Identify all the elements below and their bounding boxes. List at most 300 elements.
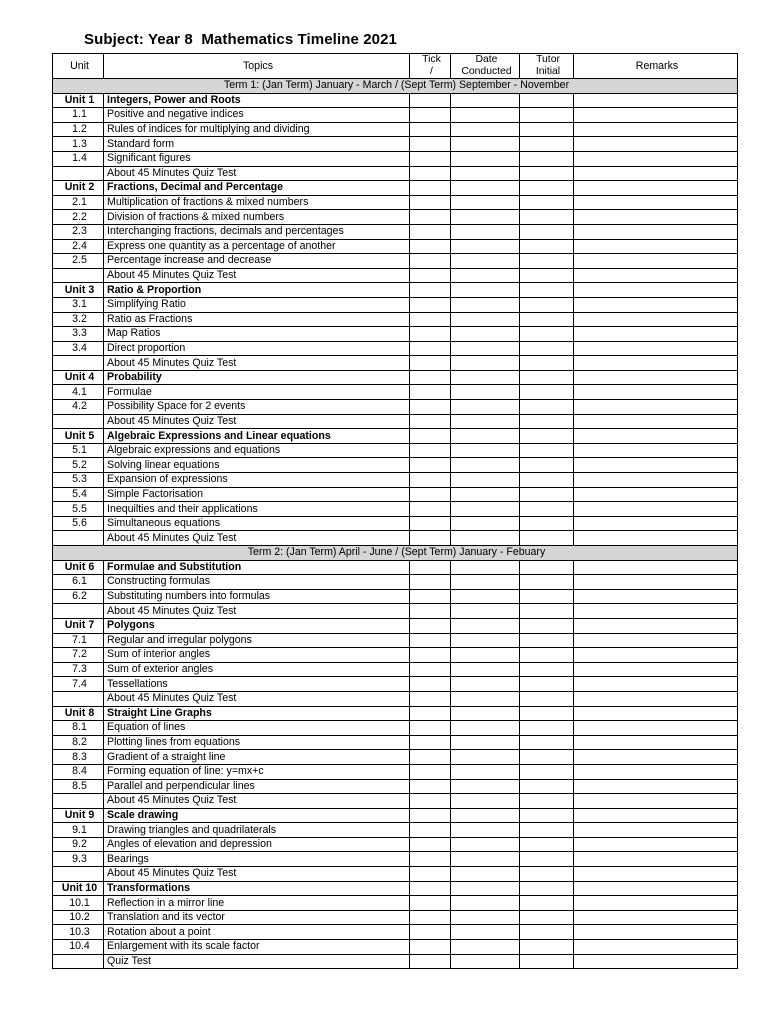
remarks-cell[interactable] (574, 93, 738, 108)
tutor-initial-cell[interactable] (520, 93, 574, 108)
remarks-cell[interactable] (574, 604, 738, 619)
date-conducted-cell[interactable] (451, 881, 520, 896)
date-conducted-cell[interactable] (451, 764, 520, 779)
remarks-cell[interactable] (574, 735, 738, 750)
tutor-initial-cell[interactable] (520, 881, 574, 896)
tick-cell[interactable] (410, 618, 451, 633)
tick-cell[interactable] (410, 852, 451, 867)
remarks-cell[interactable] (574, 210, 738, 225)
term-header-row (53, 546, 738, 561)
tutor-initial-cell[interactable] (520, 940, 574, 955)
tutor-initial-cell[interactable] (520, 166, 574, 181)
tutor-initial-cell[interactable] (520, 589, 574, 604)
topic-number: 2.5 (53, 254, 104, 269)
date-conducted-cell[interactable] (451, 443, 520, 458)
tutor-initial-cell[interactable] (520, 575, 574, 590)
topic-number: 8.1 (53, 721, 104, 736)
tutor-initial-cell[interactable] (520, 327, 574, 342)
tutor-initial-cell[interactable] (520, 356, 574, 371)
tutor-initial-cell[interactable] (520, 254, 574, 269)
date-conducted-cell[interactable] (451, 662, 520, 677)
date-conducted-cell[interactable] (451, 618, 520, 633)
tick-cell[interactable] (410, 604, 451, 619)
tick-cell[interactable] (410, 633, 451, 648)
topic-name: Rules of indices for multiplying and dividing (104, 122, 410, 137)
date-conducted-cell[interactable] (451, 516, 520, 531)
date-conducted-cell[interactable] (451, 808, 520, 823)
tutor-initial-cell[interactable] (520, 414, 574, 429)
remarks-cell[interactable] (574, 633, 738, 648)
tick-cell[interactable] (410, 721, 451, 736)
tutor-initial-cell[interactable] (520, 487, 574, 502)
tick-cell[interactable] (410, 93, 451, 108)
header-date-conducted (451, 54, 520, 79)
remarks-cell[interactable] (574, 239, 738, 254)
date-conducted-cell[interactable] (451, 93, 520, 108)
tutor-initial-cell[interactable] (520, 735, 574, 750)
date-conducted-cell[interactable] (451, 458, 520, 473)
date-conducted-cell[interactable] (451, 429, 520, 444)
tick-cell[interactable] (410, 429, 451, 444)
tick-cell[interactable] (410, 677, 451, 692)
date-conducted-cell[interactable] (451, 677, 520, 692)
topic-row (53, 297, 738, 312)
remarks-cell[interactable] (574, 502, 738, 517)
date-conducted-cell[interactable] (451, 400, 520, 415)
tutor-initial-cell[interactable] (520, 823, 574, 838)
topic-number: 7.2 (53, 648, 104, 663)
tick-cell[interactable] (410, 151, 451, 166)
topic-row (53, 195, 738, 210)
tutor-initial-cell[interactable] (520, 239, 574, 254)
date-conducted-cell[interactable] (451, 896, 520, 911)
topic-number: 4.1 (53, 385, 104, 400)
tick-cell[interactable] (410, 224, 451, 239)
date-conducted-cell[interactable] (451, 531, 520, 546)
topic-number (53, 356, 104, 371)
date-conducted-cell[interactable] (451, 691, 520, 706)
remarks-cell[interactable] (574, 297, 738, 312)
date-conducted-cell[interactable] (451, 823, 520, 838)
tick-cell[interactable] (410, 516, 451, 531)
date-conducted-cell[interactable] (451, 166, 520, 181)
tick-cell[interactable] (410, 794, 451, 809)
date-conducted-cell[interactable] (451, 779, 520, 794)
tick-cell[interactable] (410, 589, 451, 604)
tutor-initial-cell[interactable] (520, 341, 574, 356)
unit-number: Unit 3 (53, 283, 104, 298)
tick-cell[interactable] (410, 779, 451, 794)
date-conducted-cell[interactable] (451, 268, 520, 283)
remarks-cell[interactable] (574, 881, 738, 896)
tutor-initial-cell[interactable] (520, 268, 574, 283)
date-conducted-cell[interactable] (451, 312, 520, 327)
tick-cell[interactable] (410, 268, 451, 283)
tick-cell[interactable] (410, 662, 451, 677)
tutor-initial-cell[interactable] (520, 458, 574, 473)
date-conducted-cell[interactable] (451, 195, 520, 210)
tutor-initial-cell[interactable] (520, 531, 574, 546)
remarks-cell[interactable] (574, 779, 738, 794)
date-conducted-cell[interactable] (451, 589, 520, 604)
tutor-initial-cell[interactable] (520, 122, 574, 137)
remarks-cell[interactable] (574, 516, 738, 531)
remarks-cell[interactable] (574, 151, 738, 166)
topic-number: 5.1 (53, 443, 104, 458)
remarks-cell[interactable] (574, 721, 738, 736)
tutor-initial-cell[interactable] (520, 677, 574, 692)
remarks-cell[interactable] (574, 648, 738, 663)
topic-number: 8.4 (53, 764, 104, 779)
tutor-initial-cell[interactable] (520, 473, 574, 488)
remarks-cell[interactable] (574, 312, 738, 327)
date-conducted-cell[interactable] (451, 224, 520, 239)
remarks-cell[interactable] (574, 283, 738, 298)
date-conducted-cell[interactable] (451, 385, 520, 400)
topic-name: Quiz Test (104, 954, 410, 969)
date-conducted-cell[interactable] (451, 151, 520, 166)
tutor-initial-cell[interactable] (520, 502, 574, 517)
topic-name: Inequilties and their applications (104, 502, 410, 517)
tutor-initial-cell[interactable] (520, 560, 574, 575)
remarks-cell[interactable] (574, 137, 738, 152)
date-conducted-cell[interactable] (451, 940, 520, 955)
date-conducted-cell[interactable] (451, 414, 520, 429)
date-conducted-cell[interactable] (451, 181, 520, 196)
tutor-initial-cell[interactable] (520, 618, 574, 633)
tick-cell[interactable] (410, 385, 451, 400)
remarks-cell[interactable] (574, 473, 738, 488)
date-conducted-cell[interactable] (451, 356, 520, 371)
tick-cell[interactable] (410, 867, 451, 882)
tutor-initial-cell[interactable] (520, 312, 574, 327)
unit-row (53, 93, 738, 108)
topic-row (53, 473, 738, 488)
topic-row (53, 268, 738, 283)
tick-cell[interactable] (410, 837, 451, 852)
tick-cell[interactable] (410, 575, 451, 590)
topic-row (53, 794, 738, 809)
topic-row (53, 691, 738, 706)
tick-cell[interactable] (410, 181, 451, 196)
topic-number (53, 268, 104, 283)
tutor-initial-cell[interactable] (520, 925, 574, 940)
date-conducted-cell[interactable] (451, 502, 520, 517)
date-conducted-cell[interactable] (451, 867, 520, 882)
tutor-initial-cell[interactable] (520, 867, 574, 882)
topic-row (53, 385, 738, 400)
tutor-initial-cell[interactable] (520, 297, 574, 312)
unit-title: Transformations (104, 881, 410, 896)
remarks-cell[interactable] (574, 487, 738, 502)
tick-cell[interactable] (410, 750, 451, 765)
remarks-cell[interactable] (574, 254, 738, 269)
tutor-initial-cell[interactable] (520, 516, 574, 531)
date-conducted-cell[interactable] (451, 648, 520, 663)
date-conducted-cell[interactable] (451, 370, 520, 385)
tick-cell[interactable] (410, 823, 451, 838)
tick-cell[interactable] (410, 327, 451, 342)
remarks-cell[interactable] (574, 341, 738, 356)
date-conducted-cell[interactable] (451, 633, 520, 648)
date-conducted-cell[interactable] (451, 910, 520, 925)
remarks-cell[interactable] (574, 268, 738, 283)
tutor-initial-cell[interactable] (520, 910, 574, 925)
remarks-cell[interactable] (574, 867, 738, 882)
tutor-initial-cell[interactable] (520, 633, 574, 648)
tick-cell[interactable] (410, 458, 451, 473)
topic-row (53, 327, 738, 342)
topic-row (53, 443, 738, 458)
tick-cell[interactable] (410, 502, 451, 517)
remarks-cell[interactable] (574, 370, 738, 385)
tutor-initial-cell[interactable] (520, 283, 574, 298)
tick-cell[interactable] (410, 531, 451, 546)
tutor-initial-cell[interactable] (520, 370, 574, 385)
remarks-cell[interactable] (574, 764, 738, 779)
date-conducted-cell[interactable] (451, 721, 520, 736)
tick-cell[interactable] (410, 560, 451, 575)
date-conducted-cell[interactable] (451, 837, 520, 852)
remarks-cell[interactable] (574, 429, 738, 444)
topic-name: About 45 Minutes Quiz Test (104, 268, 410, 283)
date-conducted-cell[interactable] (451, 706, 520, 721)
date-conducted-cell[interactable] (451, 137, 520, 152)
topic-number: 7.3 (53, 662, 104, 677)
remarks-cell[interactable] (574, 837, 738, 852)
remarks-cell[interactable] (574, 940, 738, 955)
remarks-cell[interactable] (574, 662, 738, 677)
remarks-cell[interactable] (574, 560, 738, 575)
topic-name: Rotation about a point (104, 925, 410, 940)
remarks-cell[interactable] (574, 954, 738, 969)
topic-number (53, 531, 104, 546)
topic-row (53, 312, 738, 327)
remarks-cell[interactable] (574, 808, 738, 823)
topic-number: 5.4 (53, 487, 104, 502)
tutor-initial-cell[interactable] (520, 604, 574, 619)
remarks-cell[interactable] (574, 910, 738, 925)
date-conducted-cell[interactable] (451, 122, 520, 137)
tutor-initial-cell[interactable] (520, 181, 574, 196)
tick-cell[interactable] (410, 283, 451, 298)
unit-title: Probability (104, 370, 410, 385)
tick-cell[interactable] (410, 166, 451, 181)
remarks-cell[interactable] (574, 166, 738, 181)
remarks-cell[interactable] (574, 414, 738, 429)
remarks-cell[interactable] (574, 706, 738, 721)
date-conducted-cell[interactable] (451, 560, 520, 575)
remarks-cell[interactable] (574, 823, 738, 838)
remarks-cell[interactable] (574, 691, 738, 706)
topic-number: 3.4 (53, 341, 104, 356)
tick-cell[interactable] (410, 297, 451, 312)
remarks-cell[interactable] (574, 531, 738, 546)
date-conducted-cell[interactable] (451, 925, 520, 940)
topic-number: 8.5 (53, 779, 104, 794)
tick-cell[interactable] (410, 414, 451, 429)
tick-cell[interactable] (410, 706, 451, 721)
topic-number: 3.2 (53, 312, 104, 327)
tick-cell[interactable] (410, 400, 451, 415)
date-conducted-cell[interactable] (451, 254, 520, 269)
date-conducted-cell[interactable] (451, 210, 520, 225)
tutor-initial-cell[interactable] (520, 662, 574, 677)
tutor-initial-cell[interactable] (520, 794, 574, 809)
remarks-cell[interactable] (574, 618, 738, 633)
tick-cell[interactable] (410, 691, 451, 706)
term-title: Term 1: (Jan Term) January - March / (Sept Term) September - November (53, 79, 738, 94)
topic-row (53, 867, 738, 882)
tick-cell[interactable] (410, 896, 451, 911)
tick-cell[interactable] (410, 764, 451, 779)
date-conducted-cell[interactable] (451, 487, 520, 502)
header-date-line2: Conducted (461, 66, 512, 77)
tutor-initial-cell[interactable] (520, 896, 574, 911)
date-conducted-cell[interactable] (451, 852, 520, 867)
remarks-cell[interactable] (574, 356, 738, 371)
topic-name: Bearings (104, 852, 410, 867)
remarks-cell[interactable] (574, 589, 738, 604)
remarks-cell[interactable] (574, 400, 738, 415)
remarks-cell[interactable] (574, 575, 738, 590)
topic-name: About 45 Minutes Quiz Test (104, 794, 410, 809)
tick-cell[interactable] (410, 735, 451, 750)
remarks-cell[interactable] (574, 794, 738, 809)
topic-name: Substituting numbers into formulas (104, 589, 410, 604)
tick-cell[interactable] (410, 487, 451, 502)
topic-number: 5.3 (53, 473, 104, 488)
tick-cell[interactable] (410, 239, 451, 254)
remarks-cell[interactable] (574, 443, 738, 458)
topic-name: Forming equation of line: y=mx+c (104, 764, 410, 779)
tutor-initial-cell[interactable] (520, 195, 574, 210)
topic-number: 3.1 (53, 297, 104, 312)
topic-name: About 45 Minutes Quiz Test (104, 867, 410, 882)
topic-row (53, 823, 738, 838)
tick-cell[interactable] (410, 254, 451, 269)
date-conducted-cell[interactable] (451, 954, 520, 969)
topic-name: Tessellations (104, 677, 410, 692)
topic-name: Enlargement with its scale factor (104, 940, 410, 955)
remarks-cell[interactable] (574, 750, 738, 765)
date-conducted-cell[interactable] (451, 239, 520, 254)
tick-cell[interactable] (410, 954, 451, 969)
topic-name: Simplifying Ratio (104, 297, 410, 312)
tutor-initial-cell[interactable] (520, 429, 574, 444)
date-conducted-cell[interactable] (451, 604, 520, 619)
tick-cell[interactable] (410, 881, 451, 896)
remarks-cell[interactable] (574, 385, 738, 400)
date-conducted-cell[interactable] (451, 341, 520, 356)
topic-name: Drawing triangles and quadrilaterals (104, 823, 410, 838)
topic-name: Expansion of expressions (104, 473, 410, 488)
remarks-cell[interactable] (574, 195, 738, 210)
tick-cell[interactable] (410, 210, 451, 225)
remarks-cell[interactable] (574, 122, 738, 137)
tutor-initial-cell[interactable] (520, 691, 574, 706)
remarks-cell[interactable] (574, 925, 738, 940)
date-conducted-cell[interactable] (451, 327, 520, 342)
topic-row (53, 239, 738, 254)
tick-cell[interactable] (410, 108, 451, 123)
tutor-initial-cell[interactable] (520, 443, 574, 458)
topic-row (53, 940, 738, 955)
topic-number: 4.2 (53, 400, 104, 415)
tick-cell[interactable] (410, 648, 451, 663)
tick-cell[interactable] (410, 910, 451, 925)
topic-number (53, 954, 104, 969)
tutor-initial-cell[interactable] (520, 224, 574, 239)
tutor-initial-cell[interactable] (520, 648, 574, 663)
tick-cell[interactable] (410, 356, 451, 371)
tutor-initial-cell[interactable] (520, 721, 574, 736)
remarks-cell[interactable] (574, 224, 738, 239)
date-conducted-cell[interactable] (451, 794, 520, 809)
tick-cell[interactable] (410, 195, 451, 210)
tutor-initial-cell[interactable] (520, 385, 574, 400)
topic-number: 9.1 (53, 823, 104, 838)
tick-cell[interactable] (410, 443, 451, 458)
tutor-initial-cell[interactable] (520, 108, 574, 123)
date-conducted-cell[interactable] (451, 735, 520, 750)
tick-cell[interactable] (410, 137, 451, 152)
remarks-cell[interactable] (574, 677, 738, 692)
term-header-row (53, 79, 738, 94)
remarks-cell[interactable] (574, 108, 738, 123)
tutor-initial-cell[interactable] (520, 954, 574, 969)
tick-cell[interactable] (410, 925, 451, 940)
remarks-cell[interactable] (574, 896, 738, 911)
tick-cell[interactable] (410, 341, 451, 356)
tutor-initial-cell[interactable] (520, 706, 574, 721)
tick-cell[interactable] (410, 312, 451, 327)
tutor-initial-cell[interactable] (520, 137, 574, 152)
date-conducted-cell[interactable] (451, 750, 520, 765)
tutor-initial-cell[interactable] (520, 852, 574, 867)
remarks-cell[interactable] (574, 458, 738, 473)
tick-cell[interactable] (410, 940, 451, 955)
tutor-initial-cell[interactable] (520, 400, 574, 415)
remarks-cell[interactable] (574, 327, 738, 342)
date-conducted-cell[interactable] (451, 297, 520, 312)
timeline-body (53, 79, 738, 969)
tutor-initial-cell[interactable] (520, 750, 574, 765)
topic-number: 1.2 (53, 122, 104, 137)
tick-cell[interactable] (410, 808, 451, 823)
date-conducted-cell[interactable] (451, 108, 520, 123)
tutor-initial-cell[interactable] (520, 808, 574, 823)
topic-number: 3.3 (53, 327, 104, 342)
remarks-cell[interactable] (574, 181, 738, 196)
date-conducted-cell[interactable] (451, 575, 520, 590)
date-conducted-cell[interactable] (451, 473, 520, 488)
tutor-initial-cell[interactable] (520, 151, 574, 166)
tick-cell[interactable] (410, 122, 451, 137)
term-title: Term 2: (Jan Term) April - June / (Sept Term) January - Febuary (53, 546, 738, 561)
remarks-cell[interactable] (574, 852, 738, 867)
topic-name: Percentage increase and decrease (104, 254, 410, 269)
date-conducted-cell[interactable] (451, 283, 520, 298)
topic-name: Formulae (104, 385, 410, 400)
tutor-initial-cell[interactable] (520, 779, 574, 794)
tutor-initial-cell[interactable] (520, 210, 574, 225)
tutor-initial-cell[interactable] (520, 764, 574, 779)
tick-cell[interactable] (410, 370, 451, 385)
tutor-initial-cell[interactable] (520, 837, 574, 852)
topic-row (53, 414, 738, 429)
tick-cell[interactable] (410, 473, 451, 488)
